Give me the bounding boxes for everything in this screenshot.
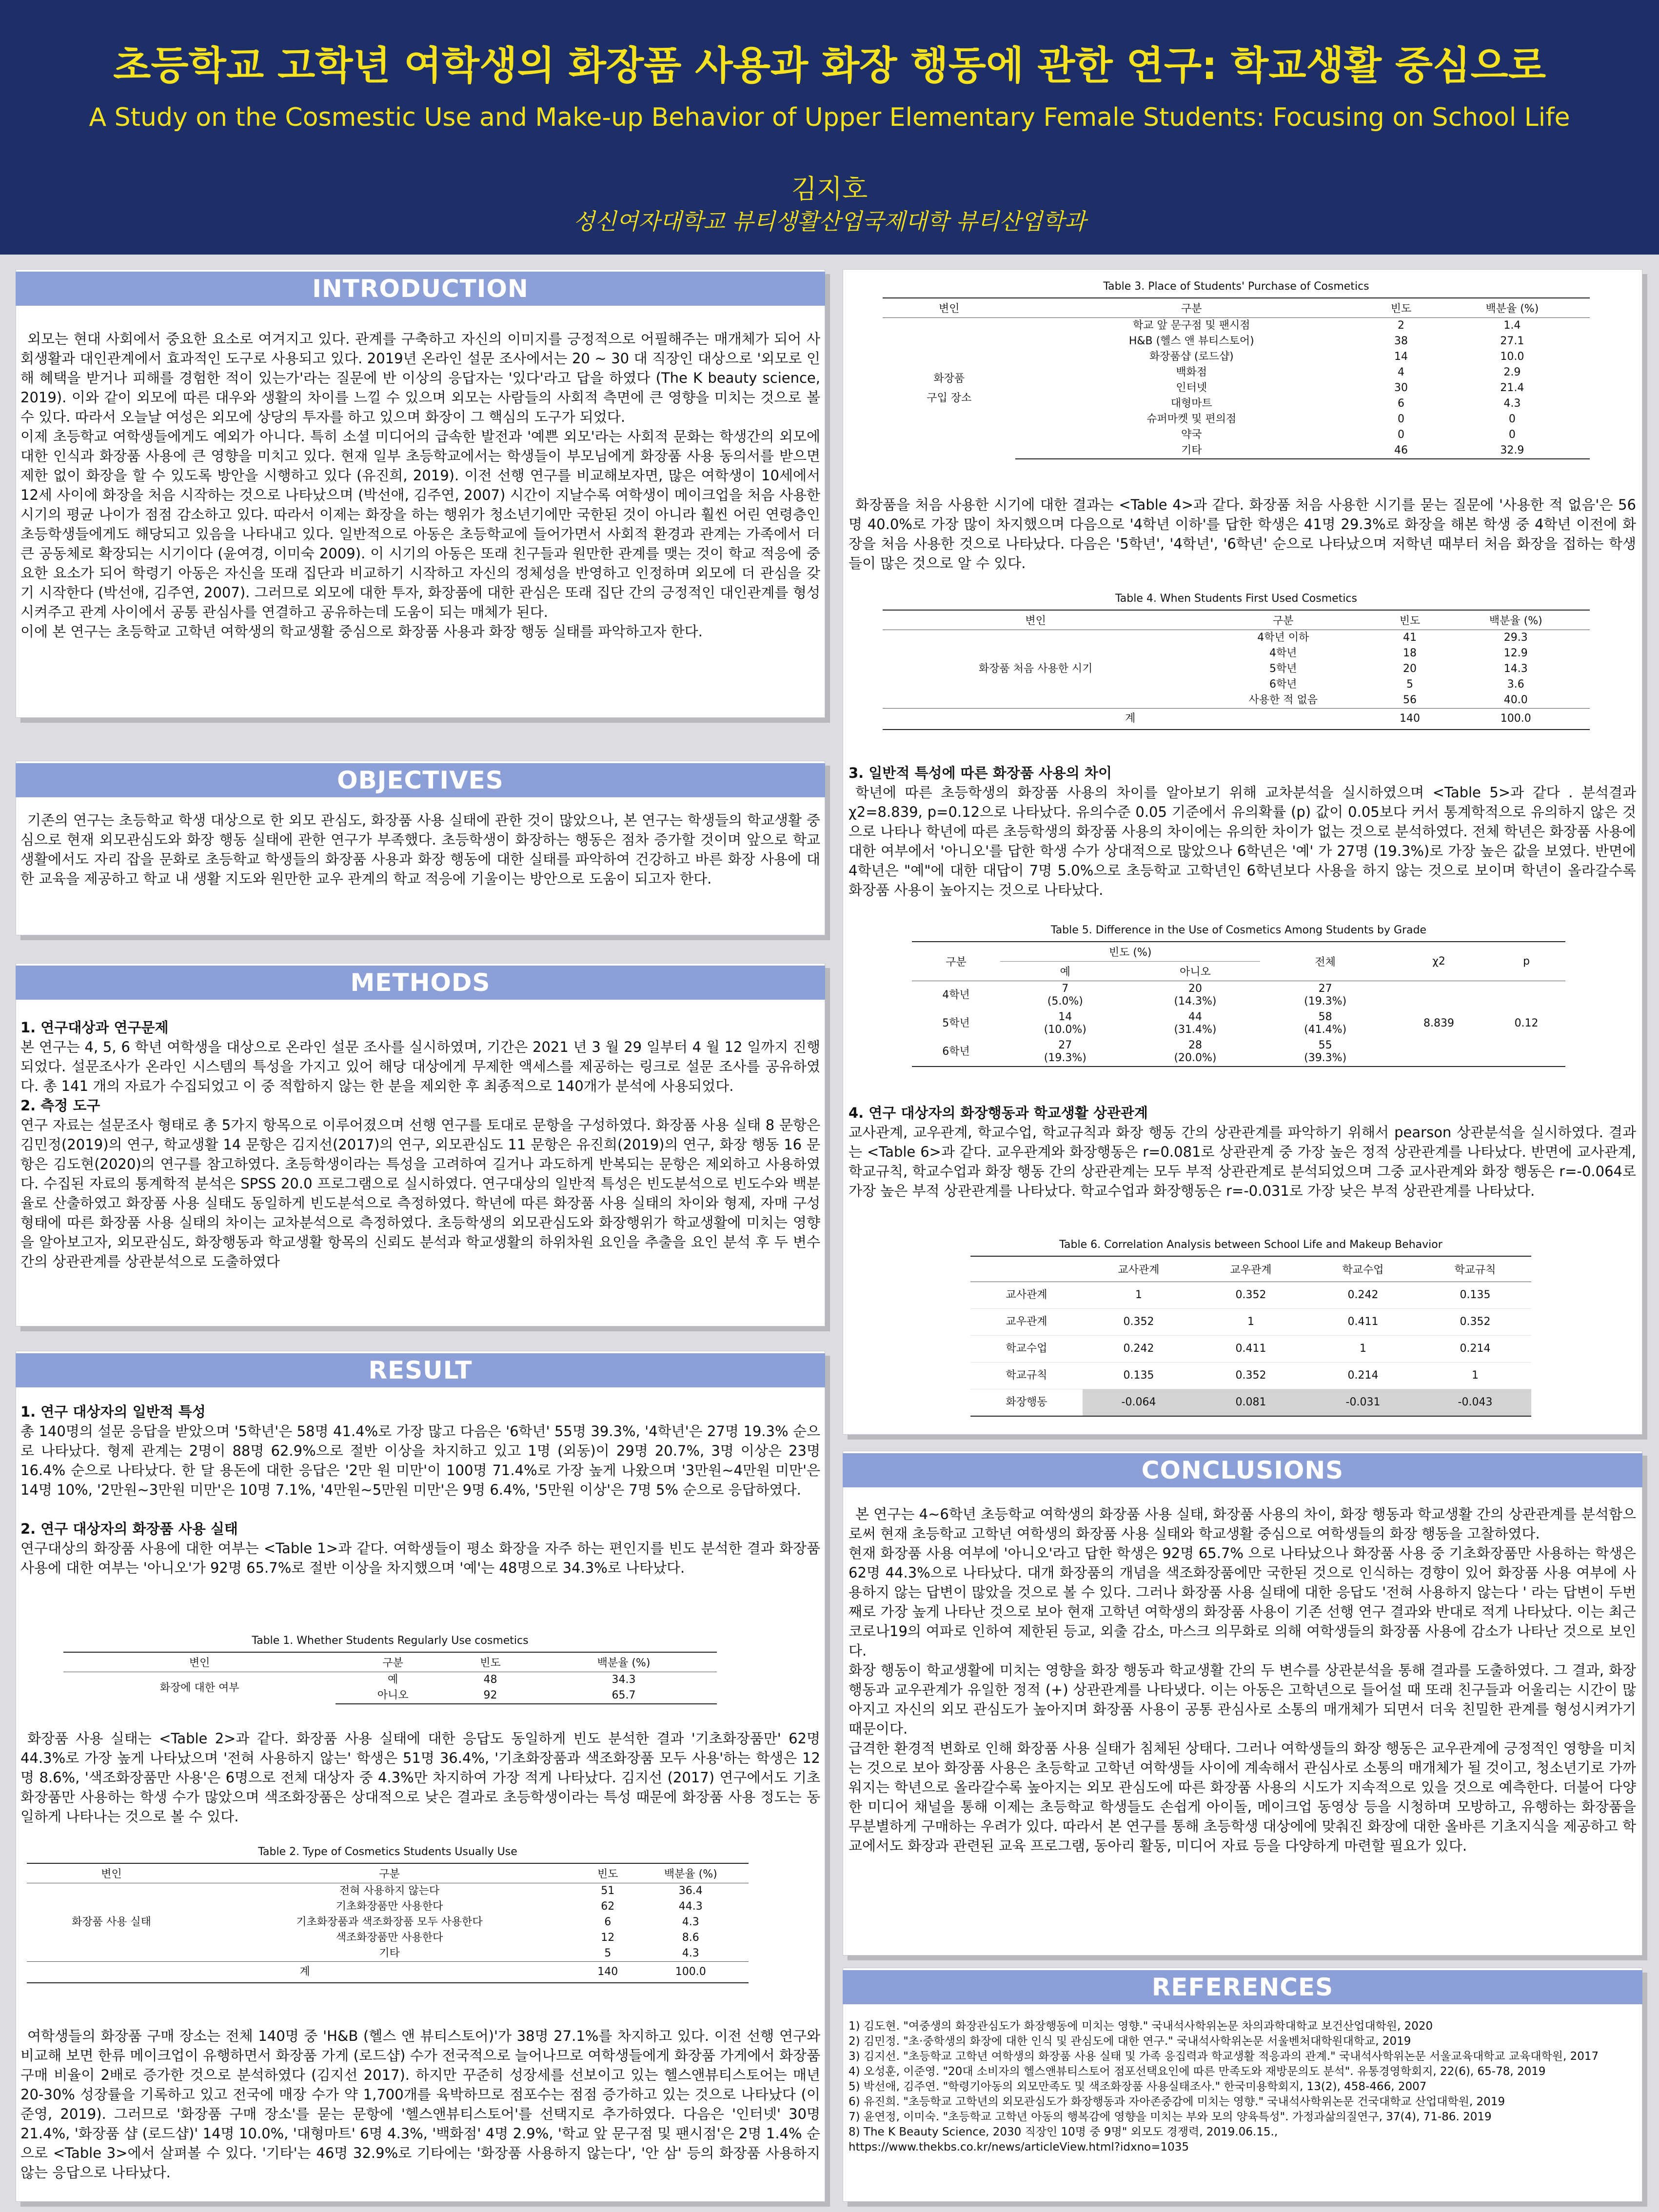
reference-item: 4) 오성훈, 이준영. "20대 소비자의 헬스앤뷰티스토어 점포선택요인에 따른 만족도와 재방문의도 분석". 유통경영학회지, 22(6), 65-78, 2019 bbox=[849, 2065, 1546, 2078]
methods-paragraph-2: 연구 자료는 설문조사 형태로 총 5가지 항목으로 이루어졌으며 선행 연구를 토대로 문항을 구성하였다. 화장품 사용 실태 8 문항은 김민정(2019)의 연구, 학교생활 14 문항은 김지선(2017)의 연구, 외모관심도 11 문항은 유진희(2019)의 연구, 화장 행동 16 문항은 김도현(2020)의 연구를 참고하였다. 초등학생이라는 특성을 고려하여 길거나 과도하게 반복되는 문항은 제외하고 사용하였다. 수집된 자료의 통계학적 분석은 SPSS 20.0 프로그램으로 실시하였다. 연구대상의 일반적 특성은 빈도분석으로 빈도수와 백분율로 산출하였고 화장품 사용 실태도 동일하게 빈도분석으로 측정하였다. 학년에 따른 화장품 사용 실태의 차이와 형제, 자매 구성형태에 따른 화장품 사용 실태의 차이는 교차분석으로 측정하였다. 초등학생의 외모관심도와 화장행위가 학교생활에 미치는 영향을 알아보고자, 외모관심도, 화장행동과 학교생활 항목의 신뢰도 분석과 학교생활의 하위차원 요인을 추출을 요인 분석 후 두 변수간의 상관관계를 상관분석으로 도출하였다 bbox=[20, 1117, 820, 1270]
table-cell: 4학년 bbox=[1269, 647, 1297, 659]
table-cell: 슈퍼마켓 및 편의점 bbox=[1146, 413, 1237, 425]
table-cell: 5학년 bbox=[1269, 663, 1297, 675]
table-cell: 140 bbox=[1378, 709, 1442, 730]
result-paragraph-1: 총 140명의 설문 응답을 받았으며 '5학년'은 58명 41.4%로 가장 많고 다음은 '6학년' 55명 39.3%, '4학년'은 27명 19.3% 순으로 나타났다. 형제 관계는 2명이 88명 62.9%으로 절반 이상을 차지하고 있고 1명 (외동)이 29명 20.7%, 3명 이상은 23명 16.4% 순으로 나타났다. 한 달 용돈에 대한 응답은 '2만 원 미만'이 100명 71.4%로 가장 높게 나왔으며 '3만원~4만원 미만'은 14명 10%, '2만원~3만원 미만'은 10명 7.1%, '4만원~5만원 미만'은 9명 6.4%, '5만원 이상'은 7명 5% 순으로 응답하였다. bbox=[20, 1423, 820, 1498]
table-cell: 32.9 bbox=[1435, 443, 1590, 459]
table-cell-value: 20 bbox=[1188, 983, 1202, 995]
table-cell bbox=[1130, 1038, 1261, 1066]
poster-header bbox=[0, 0, 1659, 255]
table-cell: 44.3 bbox=[678, 1900, 703, 1913]
table-row-label: 학교수업 bbox=[970, 1336, 1083, 1363]
table-cell: 5 bbox=[1406, 678, 1413, 691]
table-5 bbox=[912, 924, 1565, 1067]
table-cell-pct: (41.4%) bbox=[1304, 1024, 1347, 1036]
table-cell: 27.1 bbox=[1500, 335, 1524, 347]
table-cell: 0.411 bbox=[1307, 1309, 1419, 1336]
right-paragraph-1: 화장품을 처음 사용한 시기에 대한 결과는 <Table 4>과 같다. 화장품 처음 사용한 시기를 묻는 질문에 '사용한 적 없음'은 56명 40.0%로 가장 많이 차지했으며 다음으로 '4학년 이하'를 답한 학생은 41명 29.3%로 화장을 해본 학생 중 4학년 이전에 화장을 처음 사용한 것으로 나타났다. 다음은 '5학년', '4학년', '6학년' 순으로 나타났으며 저학년 때부터 처음 화장을 접하는 학생들이 많은 것으로 알 수 있다. bbox=[849, 496, 1636, 572]
right-text-1 bbox=[849, 495, 1636, 573]
table-cell: 140 bbox=[583, 1962, 633, 1983]
table-cell-value: 27 bbox=[1058, 1039, 1072, 1051]
methods-text bbox=[20, 1018, 820, 1271]
right-subheading-4: 4. 연구 대상자의 화장행동과 학교생활 상관관계 bbox=[849, 1105, 1148, 1121]
table-4 bbox=[883, 592, 1590, 730]
table-cell: 0.242 bbox=[1083, 1336, 1195, 1363]
table-cell: 92 bbox=[450, 1688, 531, 1704]
table-header: χ2 bbox=[1390, 942, 1487, 981]
table-cell: 0 bbox=[1508, 413, 1516, 425]
right-subheading-3: 3. 일반적 특성에 따른 화장품 사용의 차이 bbox=[849, 765, 1112, 781]
table-cell-pct: (19.3%) bbox=[1304, 995, 1347, 1007]
conclusions-paragraph-3: 화장 행동이 학교생활에 미치는 영향을 화장 행동과 학교생활 간의 두 변수를 상관분석을 통해 결과를 도출하였다. 그 결과, 화장 행동과 교우관계가 유일한 정적 (+) 상관관계를 나타냈다. 이는 아동은 고학년으로 들어설 때 또래 친구들과 어울리는 시간이 많아지고 자신의 외모 관심도가 높아지며 화장품 사용이 공통 관심사로 소통의 매개체가 되면서 더욱 친밀한 관계를 형성시켜가기 때문이다. bbox=[849, 1662, 1636, 1737]
table-cell: 65.7 bbox=[531, 1688, 717, 1704]
table-cell: 14 bbox=[1394, 351, 1408, 363]
table-header: 빈도 bbox=[1367, 298, 1435, 318]
result-subheading-2: 2. 연구 대상자의 화장품 사용 실태 bbox=[20, 1521, 238, 1537]
table-cell-value: 55 bbox=[1318, 1039, 1332, 1051]
table-cell: 0.135 bbox=[1419, 1282, 1531, 1309]
table-cell: 18 bbox=[1403, 647, 1417, 659]
table-cell-value: 14 bbox=[1058, 1011, 1072, 1023]
table-cell: 10.0 bbox=[1500, 351, 1524, 363]
objectives-heading: OBJECTIVES bbox=[16, 763, 825, 797]
table-cell: 29.3 bbox=[1503, 632, 1528, 644]
table-cell: 0.352 bbox=[1195, 1363, 1307, 1389]
table-cell: 0.352 bbox=[1419, 1309, 1531, 1336]
table-variable-line-1: 화장품 bbox=[933, 372, 965, 385]
table-cell: 약국 bbox=[1181, 429, 1202, 441]
table-header: 백분율 (%) bbox=[1435, 298, 1590, 318]
table-cell bbox=[1260, 1009, 1390, 1038]
author: 김지호 bbox=[791, 174, 868, 204]
table-cell: 6 bbox=[1397, 397, 1404, 410]
introduction-heading: INTRODUCTION bbox=[16, 272, 825, 306]
result-heading: RESULT bbox=[16, 1353, 825, 1387]
table-cell-pct: (20.0%) bbox=[1174, 1052, 1217, 1064]
table-1 bbox=[63, 1635, 717, 1704]
table-2 bbox=[27, 1846, 749, 1983]
table-cell: 0.135 bbox=[1083, 1363, 1195, 1389]
methods-subheading-1: 1. 연구대상과 연구문제 bbox=[20, 1019, 169, 1036]
table-cell-pct: (39.3%) bbox=[1304, 1052, 1347, 1064]
table-cell-pct: (10.0%) bbox=[1044, 1024, 1086, 1036]
table-cell-value: 44 bbox=[1188, 1011, 1202, 1023]
table-cell: 41 bbox=[1403, 632, 1417, 644]
reference-link[interactable]: https://www.thekbs.co.kr/news/articleView.html?idxno=1035 bbox=[849, 2141, 1189, 2153]
table-cell bbox=[1000, 1038, 1130, 1066]
table-cell: 5학년 bbox=[942, 1017, 970, 1029]
objectives-text bbox=[20, 810, 820, 889]
table-cell: 기초화장품과 색조화장품 모두 사용한다 bbox=[296, 1916, 483, 1928]
table-cell: -0.064 bbox=[1083, 1389, 1195, 1417]
table-cell: 6 bbox=[604, 1916, 612, 1928]
table-6-caption: Table 6. Correlation Analysis between School Life and Makeup Behavior bbox=[1059, 1239, 1442, 1251]
table-header: 구분 bbox=[336, 1652, 450, 1672]
table-cell: 4 bbox=[1397, 366, 1404, 378]
table-header: 변인 bbox=[27, 1863, 196, 1883]
table-cell: 48 bbox=[483, 1674, 497, 1686]
intro-paragraph-2: 이제 초등학교 여학생들에게도 예외가 아니다. 특히 소셜 미디어의 급속한 발전과 '예쁜 외모'라는 사회적 문화는 학생간의 외모에 대한 인식과 화장품 사용에 큰 영향을 미치고 있다. 현재 일부 초등학교에서는 학생들이 부모님에게 화장품 사용 동의서를 받으면 제한 없이 화장을 할 수 있도록 방안을 시행하고 있다 (유진희, 2019). 이전 선행 연구를 비교해보자면, 많은 여학생이 10세에서 12세 사이에 화장을 처음 시작하는 것으로 나타났으며 (박선애, 김주연, 2007) 시간이 지날수록 여학생이 메이크업을 처음 사용한 시기의 평균 나이가 점점 감소하고 있다. 따라서 이제는 화장을 하는 행위가 청소년기에만 국한된 것이 아니라 훨씬 어린 연령층인 초등학생들에게도 해당되고 있음을 나타내고 있다. 일반적으로 아동은 초등학교에 들어가면서 사회적 환경과 관계는 가족에서 더 큰 공동체로 확장되는 시기이다 (윤여경, 이미숙 2009). 이 시기의 아동은 또래 친구들과 원만한 관계를 맺는 것이 학교 적응에 중요한 요소가 되어 학령기 아동은 자신을 또래 집단과 비교하기 시작하고 자신의 정체성을 반영하고 인정하며 외모에 더 관심을 갖기 시작한다 (박선애, 김주연, 2007). 그러므로 외모에 대한 투자, 화장품에 대한 관심은 또래 집단 간의 긍정적인 대인관계를 형성시켜주고 관계 사이에서 공통 관심사를 연결하고 공유하는데 도움이 되는 매체가 된다. bbox=[20, 428, 820, 620]
table-cell: 0 bbox=[1397, 429, 1404, 441]
table-variable bbox=[883, 318, 1015, 459]
table-header: 학교규칙 bbox=[1419, 1256, 1531, 1282]
table-header bbox=[970, 1256, 1083, 1282]
table-header: 아니오 bbox=[1130, 962, 1261, 981]
result-paragraph-4: 여학생들의 화장품 구매 장소는 전체 140명 중 'H&B (헬스 앤 뷰티스토어)'가 38명 27.1%를 차지하고 있다. 이전 선행 연구와 비교해 보면 한류 메이크업이 유행하면서 화장품 가게 (로드샵) 수가 전국적으로 늘어나므로 여학생들에게 화장품 가게에서 화장품 구매 비율이 2배로 증가한 것으로 분석하였다 (김지선 2017). 하지만 꾸준히 성장세를 선보이고 있는 헬스앤뷰티스토어는 매년 20-30% 성장률을 기록하고 있고 전국에 매장 수가 약 1,700개를 육박하므로 점포수는 점점 증가하고 있는 것으로 나타났다 (이준영, 2019). 그러므로 '화장품 구매 장소'를 묻는 문항에 '헬스앤뷰티스토어'를 선택지로 추가하였다. 다음은 '인터넷' 30명 21.4%, '화장품 샵 (로드샵)' 14명 10.0%, '대형마트' 6명 4.3%, '백화점' 4명 2.9%, '학교 앞 문구점 및 팬시점'은 2명 1.4% 순으로 <Table 3>에서 살펴볼 수 있다. '기타'는 46명 32.9%로 기타에는 '화장품 사용하지 않는다', '안 삼' 등의 화장품 사용하지 않는 응답으로 나타났다. bbox=[20, 2028, 820, 2181]
table-cell: 0.242 bbox=[1307, 1282, 1419, 1309]
table-cell: 학교 앞 문구점 및 팬시점 bbox=[1133, 319, 1250, 332]
table-cell: 아니오 bbox=[336, 1688, 450, 1704]
table-cell: 51 bbox=[601, 1885, 615, 1897]
table-cell: 62 bbox=[601, 1900, 615, 1913]
table-cell-pct: (14.3%) bbox=[1174, 995, 1217, 1007]
table-cell: 12 bbox=[601, 1932, 615, 1944]
table-cell bbox=[1130, 981, 1261, 1010]
table-cell: 46 bbox=[1367, 443, 1435, 459]
conclusions-heading: CONCLUSIONS bbox=[843, 1453, 1642, 1487]
table-cell: 100.0 bbox=[1442, 709, 1590, 730]
table-cell-value: 28 bbox=[1188, 1039, 1202, 1051]
table-header: 학교수업 bbox=[1307, 1256, 1419, 1282]
table-cell: 5 bbox=[604, 1947, 612, 1959]
table-header: 백분율 (%) bbox=[633, 1863, 749, 1883]
methods-paragraph-1: 본 연구는 4, 5, 6 학년 여학생을 대상으로 온라인 설문 조사를 실시하였며, 기간은 2021 년 3 월 29 일부터 4 월 12 일까지 진행되었다. 설문조사가 온라인 시스템의 특성을 가지고 있어 해당 대상에게 무제한 액세스를 제공하는 링크로 설문 조사를 공유하였다. 총 141 개의 자료가 수집되었고 이 중 적합하지 않는 한 분을 제외한 후 최종적으로 140개가 분석에 사용되었다. bbox=[20, 1039, 820, 1094]
table-cell bbox=[1260, 981, 1390, 1010]
references-list bbox=[849, 2019, 1636, 2155]
table-variable: 화장에 대한 여부 bbox=[159, 1681, 239, 1694]
table-cell: 1 bbox=[1419, 1363, 1531, 1389]
methods-subheading-2: 2. 측정 도구 bbox=[20, 1097, 100, 1114]
reference-item: 1) 김도현. "여중생의 화장관심도가 화장행동에 미치는 영향." 국내석사학위논문 차의과학대학교 보건산업대학원, 2020 bbox=[849, 2020, 1433, 2033]
table-header: 구분 bbox=[196, 1863, 583, 1883]
table-cell-pct: (31.4%) bbox=[1174, 1024, 1217, 1036]
table-cell: -0.031 bbox=[1307, 1389, 1419, 1417]
table-header: 교우관계 bbox=[1195, 1256, 1307, 1282]
table-cell: H&B (헬스 앤 뷰티스토어) bbox=[1128, 335, 1254, 347]
table-3 bbox=[883, 280, 1590, 459]
table-cell: 1 bbox=[1307, 1336, 1419, 1363]
table-header: p bbox=[1487, 942, 1565, 981]
result-text-mid bbox=[20, 1729, 820, 1826]
table-cell: 0.214 bbox=[1419, 1336, 1531, 1363]
table-cell: 8.6 bbox=[682, 1932, 699, 1944]
table-2-caption: Table 2. Type of Cosmetics Students Usually Use bbox=[258, 1846, 517, 1858]
title-english: A Study on the Cosmestic Use and Make-up Behavior of Upper Elementary Female Students: Focusing on School Life bbox=[89, 103, 1570, 132]
table-cell: 4학년 이하 bbox=[1257, 632, 1309, 644]
table-cell: 0 bbox=[1508, 429, 1516, 441]
table-cell: 100.0 bbox=[633, 1962, 749, 1983]
intro-paragraph-1: 외모는 현대 사회에서 중요한 요소로 여겨지고 있다. 관계를 구축하고 자신의 이미지를 긍정적으로 어필해주는 매개체가 되어 사회생활과 대인관계에서 효과적인 도구로 사용되고 있다. 2019년 온라인 설문 조사에서는 20 ~ 30 대 직장인 대상으로 '외모로 인해 혜택을 받거나 피해를 경험한 적이 있는가'라는 질문에 반 이상의 응답자는 '있다'라고 답을 하였다 (The K beauty science, 2019). 이와 같이 외모에 따른 대우와 생활의 차이를 느낄 수 있으며 외모는 사람들의 사회적 측면에 큰 영향을 미치는 것으로 볼 수 있다. 따라서 오늘날 여성은 외모에 상당의 투자를 하고 있으며 화장이 그 핵심의 도구가 되었다. bbox=[20, 331, 820, 425]
table-cell: 36.4 bbox=[678, 1885, 703, 1897]
table-cell: 색조화장품만 사용한다 bbox=[336, 1932, 443, 1944]
table-variable: 화장품 처음 사용한 시기 bbox=[978, 663, 1093, 675]
conclusions-paragraph-2: 현재 화장품 사용 여부에 '아니오'라고 답한 학생은 92명 65.7% 으로 나타났으나 화장품 사용 중 기초화장품만 사용하는 학생은 62명 44.3%으로 나타났다. 대개 화장품의 개념을 색조화장품에만 국한된 것으로 인식하는 경향이 있어 화장품 사용 여부에 사용하지 않는 답변이 많았을 것으로 볼 수 있다. 그러나 화장품 사용 실태에 대한 응답도 '전혀 사용하지 않는다 ' 라는 답변이 두번째로 가장 높게 나타난 것으로 보아 현재 고학년 여학생의 화장품 사용이 기존 선행 연구 결과와 반대로 적게 나타났다. 이는 최근 코로나19의 여파로 인하여 제한된 등교, 외출 감소, 마스크 의무화로 의해 여학생들의 화장품 사용에 감소가 나타난 것으로 보인다. bbox=[849, 1545, 1636, 1659]
reference-item: 3) 김지선. "초등학교 고학년 여학생의 화장품 사용 실태 및 가족 응집력과 학교생활 적응과의 관계." 국내석사학위논문 서울교육대학교 교육대학원, 2017 bbox=[849, 2050, 1599, 2063]
reference-item: 8) The K Beauty Science, 2030 직장인 10명 중 9명" 외모도 경쟁력, 2019.06.15., bbox=[849, 2126, 1278, 2138]
table-cell: -0.043 bbox=[1419, 1389, 1531, 1417]
result-text-bottom bbox=[20, 2026, 820, 2182]
table-cell: 4.3 bbox=[1503, 397, 1521, 410]
table-cell: 34.3 bbox=[612, 1674, 636, 1686]
result-subheading-1: 1. 연구 대상자의 일반적 특성 bbox=[20, 1403, 206, 1420]
introduction-text bbox=[20, 329, 820, 641]
table-6 bbox=[970, 1239, 1531, 1417]
reference-item: 2) 김민정. "초·중학생의 화장에 대한 인식 및 관심도에 대한 연구." 국내석사학위논문 서울벤처대학원대학교, 2019 bbox=[849, 2035, 1411, 2048]
table-cell: 0.352 bbox=[1195, 1282, 1307, 1309]
table-cell: 40.0 bbox=[1503, 694, 1528, 706]
table-row-label: 교사관계 bbox=[970, 1282, 1083, 1309]
intro-paragraph-3: 이에 본 연구는 초등학교 고학년 여학생의 학교생활 중심으로 화장품 사용과 화장 행동 실태를 파악하고자 한다. bbox=[20, 623, 703, 640]
right-paragraph-3: 학년에 따른 초등학생의 화장품 사용의 차이를 알아보기 위해 교차분석을 실시하였으며 <Table 5>과 같다 . 분석결과 χ2=8.839, p=0.12으로 나타났다. 유의수준 0.05 기준에서 유의확률 (p) 값이 0.05보다 커서 통계학적으로 유의하지 않은 것으로 나타나 학년에 따른 초등학생의 화장품 사용의 차이에는 유의한 차이가 없는 것으로 분석하였다. 전체 학년은 화장품 사용에 대한 여부에서 '아니오'를 답한 학생 수가 상대적으로 많았으나 6학년은 '예' 가 27명 (19.3%)로 가장 높은 값을 보였다. 반면에 4학년은 "예"에 대한 대답이 7명 5.0%으로 초등학교 고학년인 6학년보다 사용을 하지 않는 것으로 보이며 학년이 올라갈수록 화장품 사용이 높아지는 것으로 나타났다. bbox=[849, 784, 1636, 898]
table-cell: 2 bbox=[1397, 319, 1404, 332]
table-cell bbox=[1000, 1009, 1130, 1038]
table-header: 변인 bbox=[883, 298, 1015, 318]
table-cell: 21.4 bbox=[1500, 382, 1524, 394]
table-cell: 사용한 적 없음 bbox=[1248, 694, 1318, 706]
table-cell: 30 bbox=[1394, 382, 1408, 394]
table-variable-line-2: 구입 장소 bbox=[927, 392, 972, 404]
table-row-label: 교우관계 bbox=[970, 1309, 1083, 1336]
table-header: 빈도 bbox=[583, 1863, 633, 1883]
right-text-2 bbox=[849, 763, 1636, 900]
table-cell: 전혀 사용하지 않는다 bbox=[339, 1885, 440, 1897]
conclusions-paragraph-1: 본 연구는 4~6학년 초등학교 여학생의 화장품 사용 실태, 화장품 사용의 차이, 화장 행동과 학교생활 간의 상관관계를 분석함으로써 현재 초등학교 고학년 여학생의 화장품 사용 실태와 학교생활 중심으로 여학생들의 화장 행동을 고찰하였다. bbox=[849, 1506, 1636, 1542]
table-5-caption: Table 5. Difference in the Use of Cosmetics Among Students by Grade bbox=[1050, 924, 1427, 936]
table-1-caption: Table 1. Whether Students Regularly Use cosmetics bbox=[252, 1635, 529, 1647]
table-header: 예 bbox=[1000, 962, 1130, 981]
table-cell: 38 bbox=[1394, 335, 1408, 347]
table-cell-value: 58 bbox=[1318, 1011, 1332, 1023]
result-paragraph-3: 화장품 사용 실태는 <Table 2>과 같다. 화장품 사용 실태에 대한 응답도 동일하게 빈도 분석한 결과 '기초화장품만' 62명 44.3%로 가장 높게 나타났으며 '전혀 사용하지 않는' 학생은 51명 36.4%, '기초화장품과 색조화장품 모두 사용'하는 학생은 12명 8.6%, '색조화장품만 사용'은 6명으로 전체 대상자 중 4.3%만 차지하여 가장 적게 나타났다. 김지선 (2017) 연구에서도 기초화장품만 사용하는 학생 수가 많았으며 색조화장품은 상대적으로 낮은 결과로 초등학생이라는 특성 때문에 화장품 사용 정도는 동일하게 나타나는 것으로 볼 수 있다. bbox=[20, 1730, 820, 1825]
table-cell-pct: (19.3%) bbox=[1044, 1052, 1086, 1064]
table-header: 빈도 bbox=[1378, 610, 1442, 630]
table-chi-value: 8.839 bbox=[1390, 981, 1487, 1067]
table-cell: 대형마트 bbox=[1170, 397, 1212, 410]
table-header: 변인 bbox=[63, 1652, 336, 1672]
reference-item: 7) 윤연정, 이미숙. "초등학교 고학년 아동의 행복감에 영향을 미치는 부와 모의 양육특성". 가정과삶의질연구, 37(4), 71-86. 2019 bbox=[849, 2111, 1492, 2123]
table-cell bbox=[1000, 981, 1130, 1010]
table-header: 교사관계 bbox=[1083, 1256, 1195, 1282]
table-variable: 화장품 사용 실태 bbox=[72, 1916, 151, 1928]
table-cell: 화장품샵 (로드샵) bbox=[1149, 351, 1234, 363]
table-cell: 1 bbox=[1083, 1282, 1195, 1309]
table-cell: 0.214 bbox=[1307, 1363, 1419, 1389]
title-korean: 초등학교 고학년 여학생의 화장품 사용과 화장 행동에 관한 연구: 학교생활 중심으로 bbox=[113, 43, 1546, 88]
table-4-caption: Table 4. When Students First Used Cosmetics bbox=[1115, 592, 1357, 605]
table-cell-value: 27 bbox=[1318, 983, 1332, 995]
table-header: 구분 bbox=[1188, 610, 1378, 630]
table-cell: 3.6 bbox=[1507, 678, 1524, 691]
table-total-label: 계 bbox=[883, 709, 1378, 730]
table-cell bbox=[1130, 1009, 1261, 1038]
table-cell: 0.081 bbox=[1195, 1389, 1307, 1417]
objectives-paragraph: 기존의 연구는 초등학교 학생 대상으로 한 외모 관심도, 화장품 사용 실태에 관한 것이 많았으나, 본 연구는 학생들의 학교생활 중심으로 현재 외모관심도와 화장 행동 실태에 관한 연구가 부족했다. 초등학생이 화장하는 행동은 점차 증가할 것이며 앞으로 학교생활에서도 자리 잡을 문화로 초등학교 학생들의 화장품 사용과 화장 행동에 대한 실태를 파악하여 건강하고 바른 화장 사용에 대한 교육을 제공하고 학교 내 생활 지도와 원만한 교우 관계의 학교 적응에 기울이는 방안으로 도움이 되고자 한다. bbox=[20, 812, 820, 887]
methods-heading: METHODS bbox=[16, 966, 825, 1000]
table-cell: 0.352 bbox=[1083, 1309, 1195, 1336]
references-heading: REFERENCES bbox=[843, 1970, 1642, 2004]
table-cell: 1 bbox=[1195, 1309, 1307, 1336]
table-cell: 인터넷 bbox=[1176, 382, 1207, 394]
table-cell bbox=[1260, 1038, 1390, 1066]
table-3-caption: Table 3. Place of Students' Purchase of Cosmetics bbox=[1103, 280, 1369, 293]
table-header: 빈도 bbox=[450, 1652, 531, 1672]
table-cell: 기타 bbox=[1015, 443, 1367, 459]
conclusions-paragraph-4: 급격한 환경적 변화로 인해 화장품 사용 실태가 침체된 상태다. 그러나 여학생들의 화장 행동은 교우관계에 긍정적인 영향을 미치는 것으로 보아 화장품 사용은 초등학교 고학년 여학생들 사이에 계속해서 관심사로 소통의 매개체가 될 것이고, 청소년기로 가까워지는 학년으로 올라갈수록 높아지는 외모 관심도에 따른 화장품 사용의 시도가 지속적으로 있을 것으로 예측한다. 더불어 다양한 미디어 채널을 통해 이제는 초등학교 학생들도 손쉽게 아이돌, 메이크업 동영상 등을 시청하며 모방하고, 유행하는 화장품을 무분별하게 구매하는 우려가 있다. 따라서 본 연구를 통해 초등학생 대상에에 맞춰진 화장에 대한 올바른 기초지식을 제공하고 학교에서도 화장과 관련된 교육 프로그램, 동아리 활동, 미디어 자료 등을 다양하게 마련할 필요가 있다. bbox=[849, 1740, 1636, 1854]
right-text-3 bbox=[849, 1103, 1636, 1201]
table-header: 백분율 (%) bbox=[531, 1652, 717, 1672]
table-header: 구분 bbox=[912, 942, 1000, 981]
table-cell: 6학년 bbox=[912, 1038, 1000, 1066]
table-cell: 6학년 bbox=[1269, 678, 1297, 691]
table-header: 백분율 (%) bbox=[1442, 610, 1590, 630]
affiliation: 성신여자대학교 뷰티생활산업국제대학 뷰티산업학과 bbox=[573, 208, 1086, 235]
table-cell: 기초화장품만 사용한다 bbox=[336, 1900, 443, 1913]
table-total-label: 계 bbox=[27, 1962, 583, 1983]
conclusions-text bbox=[849, 1504, 1636, 1856]
table-cell: 14.3 bbox=[1503, 663, 1528, 675]
table-cell-pct: (5.0%) bbox=[1047, 995, 1083, 1007]
reference-item: 5) 박선애, 김주연. "학령기아동의 외모만족도 및 색조화장품 사용실태조사." 한국미용학회지, 13(2), 458-466, 2007 bbox=[849, 2080, 1427, 2093]
table-header: 전체 bbox=[1260, 942, 1390, 981]
table-cell: 백화점 bbox=[1176, 366, 1207, 378]
result-paragraph-2: 연구대상의 화장품 사용에 대한 여부는 <Table 1>과 같다. 여학생들이 평소 화장을 자주 하는 편인지를 빈도 분석한 결과 화장품 사용에 대한 여부는 '아니오'가 92명 65.7%로 절반 이상을 차지했으며 '예'는 48명으로 34.3%로 나타났다. bbox=[20, 1540, 820, 1576]
table-cell: 예 bbox=[387, 1674, 398, 1686]
table-row-label: 화장행동 bbox=[970, 1389, 1083, 1417]
right-paragraph-4: 교사관계, 교우관계, 학교수업, 학교규칙과 화장 행동 간의 상관관계를 파악하기 위해서 pearson 상관분석을 실시하였다. 결과는 <Table 6>과 같다. 교우관계와 화장행동은 r=0.081로 상관관계 중 가장 높은 정적 상관관계를 나타났다. 반면에 교사관계, 학교규칙, 학교수업과 화장 행동 간의 상관관계는 모두 부적 상관관계로 분석되었으며 그중 교사관계와 화장 행동은 r=-0.064로 가장 높은 부적 상관관계를 나타났다. 학교수업과 화장행동은 r=-0.031로 가장 낮은 부적 상관관계를 나타났다. bbox=[849, 1124, 1636, 1199]
table-header: 변인 bbox=[883, 610, 1188, 630]
table-cell: 0.411 bbox=[1195, 1336, 1307, 1363]
table-cell: 1.4 bbox=[1503, 319, 1521, 332]
table-cell: 기타 bbox=[379, 1947, 400, 1959]
table-header: 빈도 (%) bbox=[1000, 942, 1260, 962]
table-cell-value: 7 bbox=[1062, 983, 1069, 995]
table-cell: 0 bbox=[1397, 413, 1404, 425]
table-p-value: 0.12 bbox=[1487, 981, 1565, 1067]
result-text-top bbox=[20, 1402, 820, 1578]
table-header: 구분 bbox=[1015, 298, 1367, 318]
table-cell: 4.3 bbox=[682, 1947, 699, 1959]
table-cell: 56 bbox=[1403, 694, 1417, 706]
table-cell: 2.9 bbox=[1503, 366, 1521, 378]
table-cell: 20 bbox=[1403, 663, 1417, 675]
table-row-label: 학교규칙 bbox=[970, 1363, 1083, 1389]
reference-item: 6) 유진희. "초등학교 고학년의 외모관심도가 화장행동과 자아존중감에 미치는 영향." 국내석사학위논문 건국대학교 산업대학원, 2019 bbox=[849, 2095, 1505, 2108]
table-cell: 4학년 bbox=[942, 989, 970, 1001]
table-cell: 4.3 bbox=[682, 1916, 699, 1928]
table-cell: 12.9 bbox=[1503, 647, 1528, 659]
